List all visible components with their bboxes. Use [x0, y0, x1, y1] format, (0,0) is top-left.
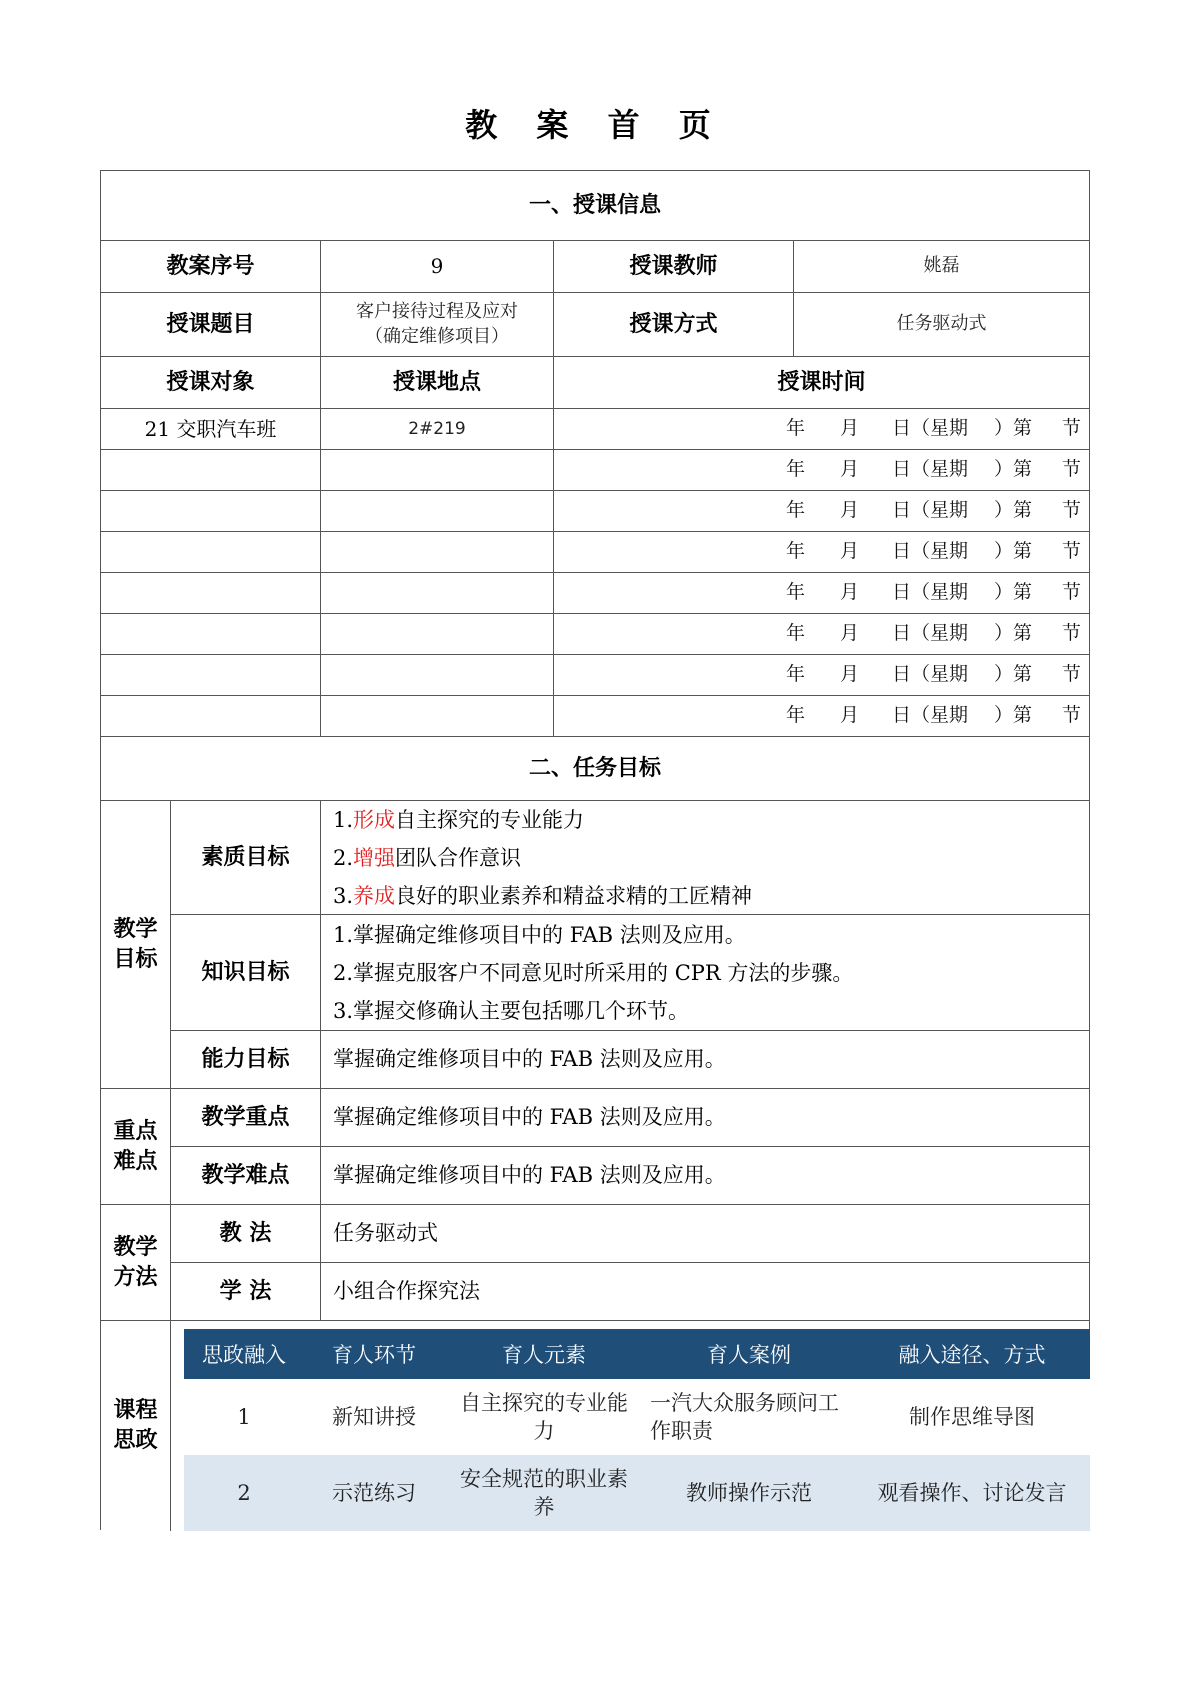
audience-cell: [101, 655, 321, 696]
audience-label: 授课对象: [101, 357, 321, 409]
method-value: 任务驱动式: [794, 293, 1089, 357]
audience-cell: [101, 532, 321, 573]
location-cell: [321, 655, 554, 696]
location-cell: [321, 614, 554, 655]
lesson-no-label: 教案序号: [101, 241, 321, 293]
ability-goal: 掌握确定维修项目中的 FAB 法则及应用。: [321, 1031, 1089, 1089]
teaching-goals-label: 教学目标: [101, 801, 171, 1089]
time-cell: 年 月 日（星期 ）第 节: [554, 532, 1089, 573]
lesson-plan-table: [100, 170, 1090, 1530]
page-title: 教 案 首 页: [465, 106, 725, 144]
ideology-header: 思政融入: [202, 1343, 286, 1367]
teach-method-label: 教 法: [171, 1205, 321, 1263]
audience-cell: [101, 696, 321, 737]
time-cell: 年 月 日（星期 ）第 节: [554, 573, 1089, 614]
teacher-value: 姚磊: [794, 241, 1089, 293]
time-cell: 年 月 日（星期 ）第 节: [554, 450, 1089, 491]
ideology-header: 融入途径、方式: [898, 1343, 1046, 1367]
location-cell: [321, 696, 554, 737]
difficulty-label: 教学难点: [171, 1147, 321, 1205]
knowledge-goals: [321, 915, 1089, 1031]
method-label: 授课方式: [554, 293, 794, 357]
topic-label: 授课题目: [101, 293, 321, 357]
quality-item: 3.养成良好的职业素养和精益求精的工匠精神: [333, 883, 753, 908]
teacher-label: 授课教师: [554, 241, 794, 293]
audience-cell: [101, 614, 321, 655]
ability-label: 能力目标: [171, 1031, 321, 1089]
key-point-label: 教学重点: [171, 1089, 321, 1147]
learn-method-label: 学 法: [171, 1263, 321, 1321]
time-cell: 年 月 日（星期 ）第 节: [554, 491, 1089, 532]
table-row: 1 新知讲授 自主探究的专业能力 一汽大众服务顾问工作职责 制作思维导图: [184, 1379, 1090, 1455]
lesson-no-value: 9: [321, 241, 554, 293]
audience-cell: [101, 450, 321, 491]
quality-item: 1.形成自主探究的专业能力: [333, 807, 585, 832]
quality-label: 素质目标: [171, 801, 321, 915]
knowledge-item: 3.掌握交修确认主要包括哪几个环节。: [333, 998, 690, 1023]
learn-method-value: 小组合作探究法: [321, 1263, 1089, 1321]
location-label: 授课地点: [321, 357, 554, 409]
topic-line1: 客户接待过程及应对: [356, 301, 518, 323]
location-cell: 2#219: [321, 409, 554, 450]
ideology-header: 育人元素: [502, 1343, 586, 1367]
time-cell: 年 月 日（星期 ）第 节: [554, 655, 1089, 696]
audience-cell: 21 交职汽车班: [101, 409, 321, 450]
section2-heading: 二、任务目标: [101, 737, 1089, 801]
ideology-table: [101, 1329, 1089, 1531]
time-cell: 年 月 日（星期 ）第 节: [554, 409, 1089, 450]
audience-cell: [101, 573, 321, 614]
time-cell: 年 月 日（星期 ）第 节: [554, 696, 1089, 737]
audience-cell: [101, 491, 321, 532]
key-point-value: 掌握确定维修项目中的 FAB 法则及应用。: [321, 1089, 1089, 1147]
knowledge-label: 知识目标: [171, 915, 321, 1031]
topic-line2: （确定维修项目）: [365, 325, 509, 347]
ideology-label: 课程思政: [101, 1321, 171, 1531]
location-cell: [321, 532, 554, 573]
time-cell: 年 月 日（星期 ）第 节: [554, 614, 1089, 655]
location-cell: [321, 491, 554, 532]
difficulty-value: 掌握确定维修项目中的 FAB 法则及应用。: [321, 1147, 1089, 1205]
teach-method-value: 任务驱动式: [321, 1205, 1089, 1263]
topic-value: [321, 293, 554, 357]
time-label: 授课时间: [554, 357, 1089, 409]
ideology-header-row: [184, 1329, 1090, 1379]
location-cell: [321, 450, 554, 491]
ideology-header: 育人环节: [332, 1343, 416, 1367]
location-cell: [321, 573, 554, 614]
knowledge-item: 2.掌握克服客户不同意见时所采用的 CPR 方法的步骤。: [333, 960, 854, 985]
table-row: 2 示范练习 安全规范的职业素养 教师操作示范 观看操作、讨论发言: [184, 1455, 1090, 1531]
section1-heading: 一、授课信息: [101, 171, 1089, 241]
quality-item: 2.增强团队合作意识: [333, 845, 522, 870]
quality-goals: [321, 801, 1089, 915]
methods-label: 教学方法: [101, 1205, 171, 1321]
key-points-label: 重点难点: [101, 1089, 171, 1205]
ideology-header: 育人案例: [707, 1343, 791, 1367]
knowledge-item: 1.掌握确定维修项目中的 FAB 法则及应用。: [333, 922, 746, 947]
